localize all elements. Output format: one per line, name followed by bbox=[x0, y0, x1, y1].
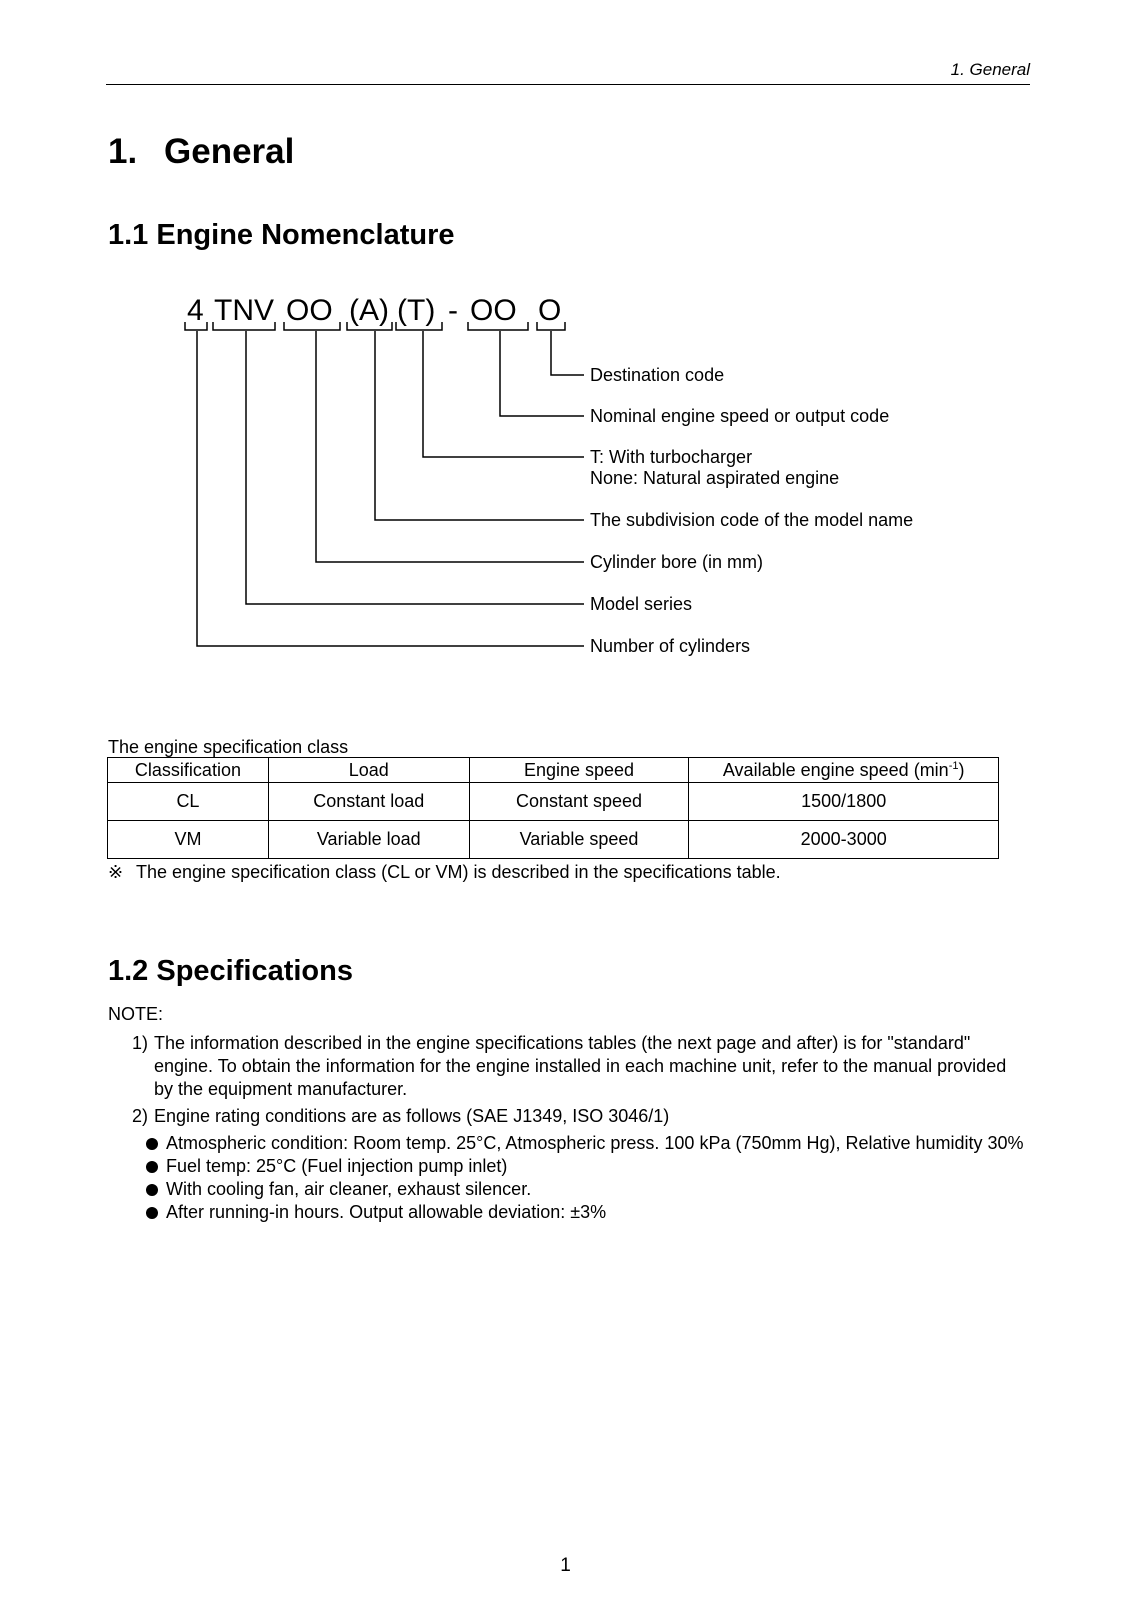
list-item bbox=[108, 1201, 1028, 1224]
note-label: NOTE: bbox=[108, 1004, 164, 1024]
code-bore: OO bbox=[286, 294, 333, 327]
col-header-classification: Classification bbox=[108, 758, 269, 783]
callout-cylinder-bore: Cylinder bore (in mm) bbox=[590, 552, 764, 572]
list-item-text: Atmospheric condition: Room temp. 25°C, Atmospheric press. 100 kPa (750mm Hg), Relative humidity 30% bbox=[166, 1133, 1024, 1153]
cell-load: Constant load bbox=[268, 783, 469, 821]
cell-engine-speed: Variable speed bbox=[469, 821, 689, 859]
spec-class-caption: The engine specification class bbox=[108, 737, 349, 757]
available-speed-close: ) bbox=[958, 759, 965, 780]
cell-classification: CL bbox=[108, 783, 269, 821]
col-header-load: Load bbox=[268, 758, 469, 783]
list-item bbox=[108, 1132, 1028, 1155]
cell-classification: VM bbox=[108, 821, 269, 859]
note-item bbox=[108, 1105, 1028, 1128]
bullet-icon bbox=[146, 1207, 158, 1219]
note-number: 2) bbox=[132, 1106, 149, 1126]
callout-leaders bbox=[197, 331, 584, 646]
cell-available-speed: 1500/1800 bbox=[689, 783, 999, 821]
callout-number-of-cylinders: Number of cylinders bbox=[590, 636, 751, 656]
unit-exponent: -1 bbox=[948, 759, 959, 772]
rating-conditions-list bbox=[108, 1132, 1028, 1224]
available-speed-label: Available engine speed (min bbox=[722, 759, 949, 780]
chapter-title-text: General bbox=[164, 132, 295, 171]
list-item-text: After running-in hours. Output allowable deviation: ±3% bbox=[166, 1202, 607, 1222]
cell-engine-speed: Constant speed bbox=[469, 783, 689, 821]
notes-list bbox=[108, 1032, 1028, 1224]
callout-speed-code: Nominal engine speed or output code bbox=[590, 406, 890, 426]
list-item-text: Fuel temp: 25°C (Fuel injection pump inlet) bbox=[166, 1156, 508, 1176]
bullet-icon bbox=[146, 1184, 158, 1196]
chapter-number: 1. bbox=[108, 132, 138, 171]
code-dash: - bbox=[448, 294, 458, 327]
nomenclature-diagram bbox=[0, 0, 1131, 700]
spec-class-note bbox=[108, 862, 781, 883]
section-title-nomenclature: 1.1 Engine Nomenclature bbox=[108, 219, 455, 251]
bullet-icon bbox=[146, 1138, 158, 1150]
cell-available-speed: 2000-3000 bbox=[689, 821, 999, 859]
note-number: 1) bbox=[132, 1033, 149, 1053]
table-header-row bbox=[108, 758, 999, 783]
code-destination: O bbox=[538, 294, 562, 327]
list-item-text: With cooling fan, air cleaner, exhaust silencer. bbox=[166, 1179, 532, 1199]
table-row bbox=[108, 821, 999, 859]
code-digit: 4 bbox=[187, 294, 204, 327]
callout-model-series: Model series bbox=[590, 594, 693, 614]
code-turbo: (T) bbox=[397, 294, 436, 327]
bullet-icon bbox=[146, 1161, 158, 1173]
note-text: Engine rating conditions are as follows (SAE J1349, ISO 3046/1) bbox=[154, 1106, 670, 1126]
reference-mark: ※ bbox=[108, 862, 124, 882]
callout-destination-code: Destination code bbox=[590, 365, 725, 385]
page-number: 1 bbox=[560, 1555, 571, 1576]
code-series: TNV bbox=[214, 294, 274, 327]
table-row bbox=[108, 783, 999, 821]
callout-natural-aspirated: None: Natural aspirated engine bbox=[590, 468, 840, 488]
note-item bbox=[108, 1032, 1028, 1101]
running-header: 1. General bbox=[950, 60, 1030, 79]
code-speed: OO bbox=[470, 294, 517, 327]
note-text: The information described in the engine specifications tables (the next page and after) is for "standard" engine. To obtain the information for the engine installed in each machine unit, refer to the manual provided by the equipment manufacturer. bbox=[154, 1033, 1007, 1099]
list-item bbox=[108, 1155, 1028, 1178]
spec-class-note-text: The engine specification class (CL or VM) is described in the specifications table. bbox=[136, 862, 781, 882]
code-subdivision: (A) bbox=[349, 294, 389, 327]
section-title-specifications: 1.2 Specifications bbox=[108, 955, 353, 987]
callout-turbocharger: T: With turbocharger bbox=[590, 447, 753, 467]
col-header-engine-speed: Engine speed bbox=[469, 758, 689, 783]
col-header-available-speed bbox=[689, 758, 999, 783]
cell-load: Variable load bbox=[268, 821, 469, 859]
list-item bbox=[108, 1178, 1028, 1201]
callout-subdivision-code: The subdivision code of the model name bbox=[590, 510, 914, 530]
spec-class-table bbox=[107, 757, 999, 859]
